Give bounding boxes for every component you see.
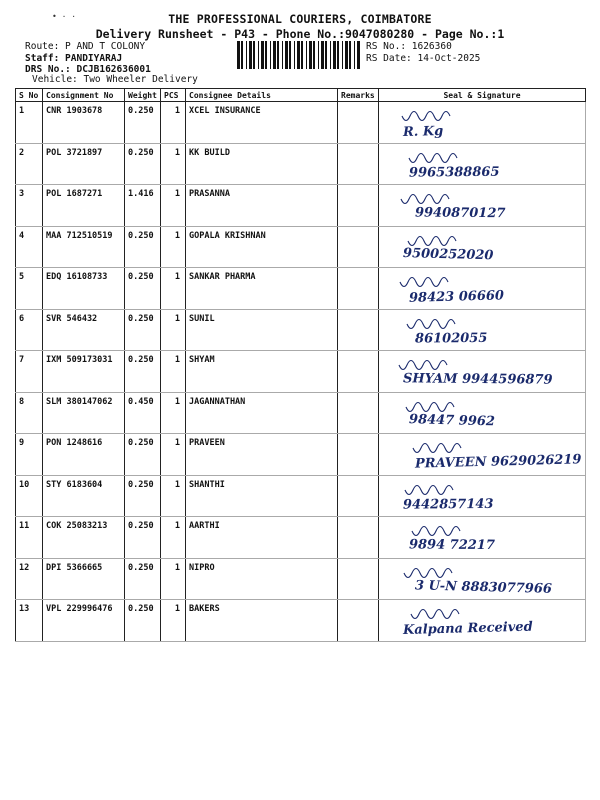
consignee-cell: NIPRO [186,558,338,600]
pcs-cell: 1 [161,268,186,310]
vehicle-label: Vehicle: Two Wheeler Delivery [32,74,198,85]
handwritten-text: 9894 72217 [408,537,495,554]
col-consignee: Consignee Details [186,89,338,102]
handwritten-signature [379,476,586,516]
consignment-cell: MAA 712510519 [43,226,125,268]
consignment-cell: IXM 509173031 [43,351,125,393]
handwritten-signature [379,517,586,557]
table-row [16,392,586,434]
handwritten-text: 98447 9962 [408,411,496,429]
remarks-cell [338,309,379,351]
handwritten-signature [379,434,586,474]
sno-cell: 5 [16,268,43,310]
remarks-cell [338,102,379,144]
table-row [16,268,586,310]
signature-cell [379,143,586,185]
col-remarks: Remarks [338,89,379,102]
weight-cell: 0.250 [125,600,161,642]
handwritten-signature [379,227,586,267]
handwritten-signature [379,185,586,225]
handwritten-text: Kalpana Received [402,619,533,638]
col-sno: S No [16,89,43,102]
sno-cell: 10 [16,475,43,517]
weight-cell: 0.450 [125,392,161,434]
pcs-cell: 1 [161,143,186,185]
handwritten-text: 9965388865 [408,164,500,181]
table-row [16,185,586,227]
pcs-cell: 1 [161,434,186,476]
signature-cell [379,226,586,268]
table-row [16,600,586,642]
pcs-cell: 1 [161,102,186,144]
consignment-cell: DPI 5366665 [43,558,125,600]
handwritten-signature [379,102,586,142]
remarks-cell [338,517,379,559]
sno-cell: 11 [16,517,43,559]
col-signature: Seal & Signature [379,89,586,102]
pcs-cell: 1 [161,309,186,351]
pcs-cell: 1 [161,226,186,268]
remarks-cell [338,475,379,517]
consignee-cell: PRAVEEN [186,434,338,476]
runsheet-table [15,88,586,642]
weight-cell: 0.250 [125,434,161,476]
weight-cell: 0.250 [125,143,161,185]
table-row [16,226,586,268]
weight-cell: 0.250 [125,102,161,144]
remarks-cell [338,558,379,600]
signature-cell [379,558,586,600]
runsheet-subtitle: Delivery Runsheet - P43 - Phone No.:9047080280 - Page No.:1 [95,27,505,41]
sno-cell: 3 [16,185,43,227]
handwritten-text: SHYAM 9944596879 [402,371,553,388]
signature-cell [379,351,586,393]
sno-cell: 2 [16,143,43,185]
handwritten-signature [379,268,586,308]
handwritten-signature [379,600,586,640]
handwritten-signature [379,351,586,391]
drs-label: DRS No.: DCJB162636001 [25,64,151,75]
weight-cell: 1.416 [125,185,161,227]
signature-cell [379,517,586,559]
signature-cell [379,102,586,144]
table-row [16,475,586,517]
consignee-cell: PRASANNA [186,185,338,227]
table-row [16,102,586,144]
consignee-cell: SHYAM [186,351,338,393]
remarks-cell [338,600,379,642]
consignee-cell: AARTHI [186,517,338,559]
table-row [16,351,586,393]
col-consignment: Consignment No [43,89,125,102]
signature-cell [379,185,586,227]
weight-cell: 0.250 [125,226,161,268]
handwritten-text: PRAVEEN 9629026219 [414,452,582,472]
pcs-cell: 1 [161,475,186,517]
remarks-cell [338,351,379,393]
table-row [16,517,586,559]
consignment-cell: POL 1687271 [43,185,125,227]
sno-cell: 1 [16,102,43,144]
sno-cell: 7 [16,351,43,393]
handwritten-text: 9500252020 [402,245,494,263]
consignee-cell: KK BUILD [186,143,338,185]
pcs-cell: 1 [161,517,186,559]
signature-cell [379,309,586,351]
barcode-image [237,41,361,69]
sno-cell: 12 [16,558,43,600]
rs-date: RS Date: 14-Oct-2025 [366,53,481,64]
weight-cell: 0.250 [125,351,161,393]
signature-cell [379,268,586,310]
table-row [16,143,586,185]
consignee-cell: XCEL INSURANCE [186,102,338,144]
remarks-cell [338,143,379,185]
sno-cell: 6 [16,309,43,351]
scan-specks: • · · [52,12,77,21]
col-pcs: PCS [161,89,186,102]
pcs-cell: 1 [161,185,186,227]
handwritten-signature [379,310,586,350]
signature-cell [379,392,586,434]
consignment-cell: EDQ 16108733 [43,268,125,310]
handwritten-text: R. Kg [402,123,444,140]
handwritten-text: 9442857143 [402,496,494,513]
handwritten-text: 98423 06660 [408,288,505,306]
route-label: Route: P AND T COLONY [25,41,146,52]
table-header-row [16,89,586,102]
sno-cell: 8 [16,392,43,434]
remarks-cell [338,185,379,227]
pcs-cell: 1 [161,392,186,434]
handwritten-text: 3 U-N 8883077966 [414,577,553,597]
consignee-cell: SANKAR PHARMA [186,268,338,310]
sno-cell: 4 [16,226,43,268]
pcs-cell: 1 [161,351,186,393]
consignment-cell: POL 3721897 [43,143,125,185]
consignment-cell: CNR 1903678 [43,102,125,144]
consignment-cell: SVR 546432 [43,309,125,351]
consignee-cell: BAKERS [186,600,338,642]
col-weight: Weight [125,89,161,102]
pcs-cell: 1 [161,558,186,600]
consignee-cell: GOPALA KRISHNAN [186,226,338,268]
handwritten-signature [379,144,586,184]
remarks-cell [338,268,379,310]
rs-number: RS No.: 1626360 [366,41,452,52]
consignee-cell: SUNIL [186,309,338,351]
consignee-cell: JAGANNATHAN [186,392,338,434]
handwritten-text: 86102055 [414,330,488,347]
signature-cell [379,600,586,642]
signature-cell [379,434,586,476]
table-row [16,309,586,351]
signature-cell [379,475,586,517]
consignment-cell: SLM 380147062 [43,392,125,434]
staff-label: Staff: PANDIYARAJ [25,53,123,64]
consignment-cell: STY 6183604 [43,475,125,517]
remarks-cell [338,226,379,268]
weight-cell: 0.250 [125,475,161,517]
consignee-cell: SHANTHI [186,475,338,517]
weight-cell: 0.250 [125,517,161,559]
remarks-cell [338,392,379,434]
handwritten-text: 9940870127 [414,205,506,222]
company-title: THE PROFESSIONAL COURIERS, COIMBATORE [168,12,432,26]
remarks-cell [338,434,379,476]
handwritten-signature [379,393,586,433]
table-row [16,434,586,476]
weight-cell: 0.250 [125,558,161,600]
sno-cell: 9 [16,434,43,476]
consignment-cell: VPL 229996476 [43,600,125,642]
weight-cell: 0.250 [125,268,161,310]
sno-cell: 13 [16,600,43,642]
pcs-cell: 1 [161,600,186,642]
table-row [16,558,586,600]
weight-cell: 0.250 [125,309,161,351]
consignment-cell: COK 25083213 [43,517,125,559]
handwritten-signature [379,559,586,599]
consignment-cell: PON 1248616 [43,434,125,476]
